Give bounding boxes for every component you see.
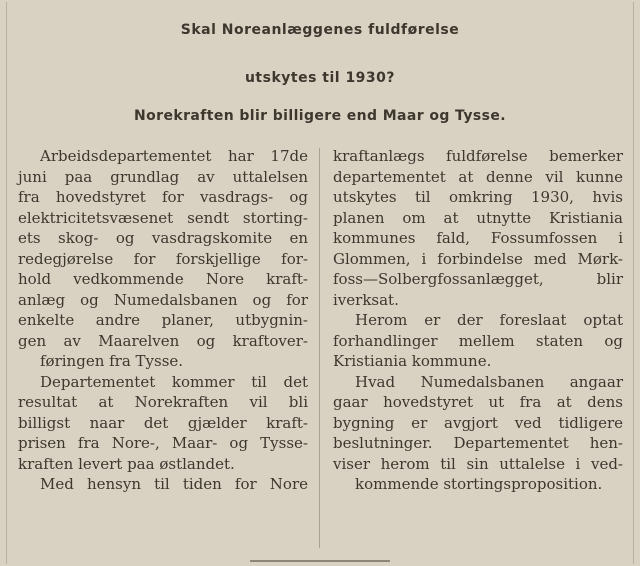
- right-column: [333, 146, 623, 495]
- right-line: beslutninger. Departementet hen-: [333, 434, 623, 452]
- right-line: viser herom til sin uttalelse i ved-: [333, 454, 623, 473]
- left-line: gen av Maarelven og kraftover-: [18, 331, 308, 350]
- right-line: iverksat.: [333, 290, 399, 309]
- headline-line-2: utskytes til 1930?: [244, 70, 396, 86]
- right-line: Kristiania kommune.: [333, 352, 492, 370]
- left-line: Arbeidsdepartementet har 17de: [40, 147, 308, 165]
- left-line: fra hovedstyret for vasdrags- og: [18, 188, 308, 206]
- left-line: billigst naar det gjælder kraft-: [18, 413, 308, 432]
- right-line: kommunes fald, Fossumfossen i: [333, 229, 623, 247]
- left-line: ets skog- og vasdragskomite en: [18, 229, 308, 247]
- left-line: enkelte andre planer, utbygnin-: [18, 311, 308, 329]
- subheadline: Norekraften blir billigere end Maar og Tysse.: [134, 108, 506, 124]
- headline-line-1: Skal Noreanlæggenes fuldførelse: [180, 22, 460, 38]
- left-line: kraften levert paa østlandet.: [18, 454, 235, 473]
- right-line: utskytes til omkring 1930, hvis: [333, 188, 623, 206]
- left-line: Med hensyn til tiden for Nore: [40, 475, 308, 493]
- left-line: Departementet kommer til det: [40, 372, 308, 391]
- right-line: Herom er der foreslaat optat: [355, 311, 623, 329]
- right-line: Glommen, i forbindelse med Mørk-: [333, 249, 623, 268]
- left-line: resultat at Norekraften vil bli: [18, 393, 308, 411]
- right-line: foss—Solbergfossanlægget, blir: [333, 270, 623, 288]
- right-line: departementet at denne vil kunne: [333, 167, 623, 186]
- right-line: forhandlinger mellem staten og: [333, 331, 623, 350]
- left-line: elektricitetsvæsenet sendt storting-: [18, 208, 308, 227]
- left-line: redegjørelse for forskjellige for-: [18, 249, 308, 268]
- left-line: juni paa grundlag av uttalelsen: [18, 167, 308, 186]
- left-line: føringen fra Tysse.: [40, 352, 184, 370]
- right-line: kommende stortingsproposition.: [355, 475, 603, 493]
- left-line: anlæg og Numedalsbanen og for: [18, 290, 308, 309]
- left-column: [18, 146, 308, 495]
- left-line: hold vedkommende Nore kraft-: [18, 270, 308, 288]
- right-line: planen om at utnytte Kristiania: [333, 208, 623, 227]
- right-line: bygning er avgjort ved tidligere: [333, 413, 623, 432]
- bottom-rule: [250, 560, 390, 562]
- left-line: prisen fra Nore-, Maar- og Tysse-: [18, 434, 308, 452]
- right-line: gaar hovedstyret ut fra at dens: [333, 393, 623, 411]
- right-line: Hvad Numedalsbanen angaar: [355, 372, 623, 391]
- column-divider: [319, 148, 320, 548]
- right-line: kraftanlægs fuldførelse bemerker: [333, 147, 623, 165]
